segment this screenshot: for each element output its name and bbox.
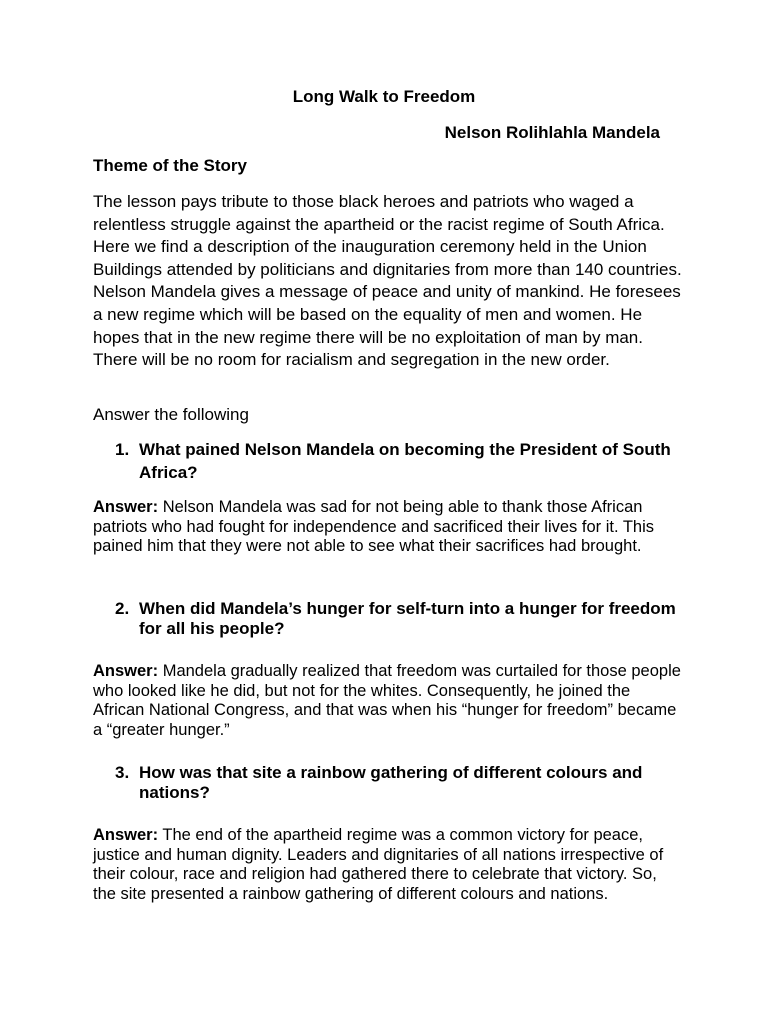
document-author: Nelson Rolihlahla Mandela [444, 123, 660, 142]
answer-1 [93, 498, 683, 557]
answer-intro: Answer the following [93, 405, 249, 424]
answer-label: Answer: [93, 826, 159, 844]
answer-2 [93, 662, 683, 740]
question-2 [93, 599, 683, 639]
question-number: 2. [115, 599, 130, 618]
theme-heading: Theme of the Story [93, 156, 247, 175]
answer-label: Answer: [93, 498, 159, 516]
answer-text: Mandela gradually realized that freedom was curtailed for those people who looked like he did, but not for the whites. Consequently, he joined the African National Congress, and that was when his “hunger for freedom” became a “greater hunger.” [93, 662, 681, 739]
answer-3 [93, 826, 683, 904]
question-text: How was that site a rainbow gathering of different colours and nations? [139, 763, 643, 802]
answer-text: Nelson Mandela was sad for not being able to thank those African patriots who had fought for independence and sacrificed their lives for it. This pained him that they were not able to see what their sacrifices had brought. [93, 498, 655, 556]
question-number: 3. [115, 763, 130, 782]
answer-label: Answer: [93, 662, 159, 680]
question-number: 1. [115, 440, 130, 459]
question-1 [93, 439, 683, 484]
question-text: What pained Nelson Mandela on becoming the President of South Africa? [139, 440, 671, 482]
question-text: When did Mandela’s hunger for self-turn into a hunger for freedom for all his people? [139, 599, 676, 638]
theme-paragraph: The lesson pays tribute to those black heroes and patriots who waged a relentless struggle against the apartheid or the racist regime of South Africa. Here we find a description of the inauguration ceremony held in the Union Buildings attended by politicians and dignitaries from more than 140 countries. Nelson Mandela gives a message of peace and unity of mankind. He foresees a new regime which will be based on the equality of men and women. He hopes that in the new regime there will be no exploitation of man by man. There will be no room for racialism and segregation in the new order. [93, 192, 682, 370]
question-3 [93, 763, 683, 803]
document-title: Long Walk to Freedom [292, 87, 476, 106]
answer-text: The end of the apartheid regime was a common victory for peace, justice and human dignity. Leaders and dignitaries of all nations irrespective of their colour, race and religion had gathered there to celebrate that victory. So, the site presented a rainbow gathering of different colours and nations. [93, 826, 664, 903]
